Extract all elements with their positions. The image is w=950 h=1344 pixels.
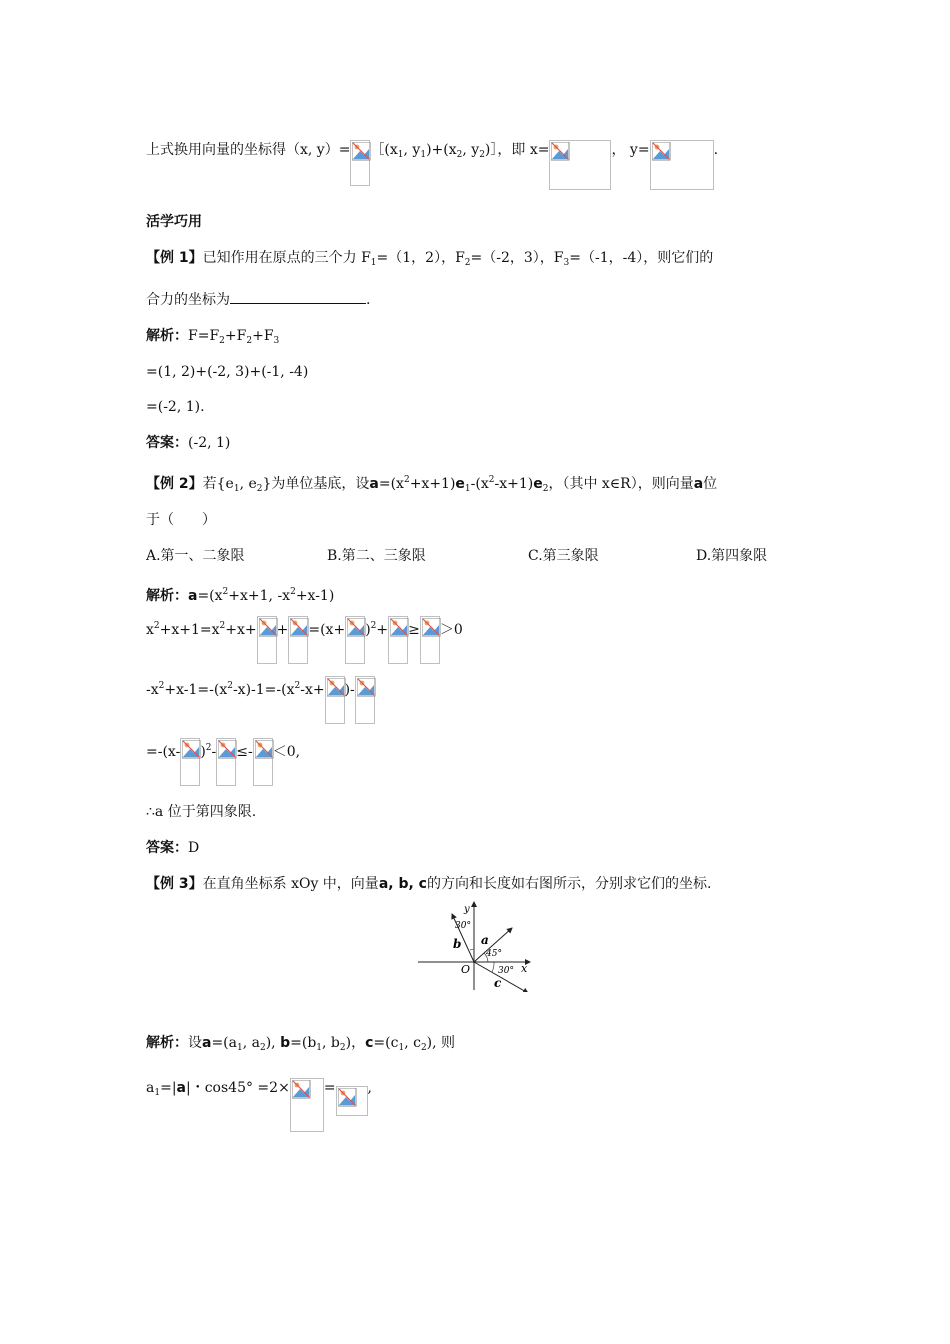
formula-image bbox=[253, 738, 273, 786]
example-2-solution: 解析：$a=(x^2+x+1$, $-x^2+x-1$) bbox=[146, 587, 335, 604]
angle-label-30-bottom: 30° bbox=[498, 966, 514, 976]
formula-image bbox=[216, 738, 236, 786]
vector-diagram bbox=[418, 900, 534, 992]
example-2-answer: 答案：D bbox=[146, 840, 200, 856]
example-1-line-2: 合力的坐标为 . bbox=[146, 289, 370, 310]
example-2-equation-2: $-x^2+x-1=-(x^2-x)-1=-(x^2-x+$ )- bbox=[146, 676, 375, 724]
option-b: B.第二、三象限 bbox=[327, 548, 426, 564]
example-1-line-1: 【例 1】已知作用在原点的三个力 $F_1=(1$，2），$F_2=(-2$，3），$F_3=(-1$，-4），则它们的 bbox=[146, 250, 714, 268]
formula-image bbox=[420, 616, 440, 664]
formula-image bbox=[257, 616, 277, 664]
example-2-conclusion: ∴a 位于第四象限. bbox=[146, 804, 257, 820]
example-3-line-1: 【例 3】在直角坐标系 xOy 中，向量a, b, c的方向和长度如右图所示，分别求它们的坐标. bbox=[146, 876, 712, 892]
example-2-equation-3: =-(x- )$^2$- ≤- ＜0, bbox=[146, 738, 300, 786]
example-2-options bbox=[146, 546, 826, 566]
option-c: C.第三象限 bbox=[528, 548, 599, 564]
angle-label-30-top: 30° bbox=[455, 921, 471, 931]
example-1-solution: 解析：$F=F_2+F_2+F_3$ bbox=[146, 328, 280, 346]
axis-x-label: x bbox=[521, 962, 528, 975]
example-2-line-2: 于（ ） bbox=[146, 512, 216, 528]
origin-label: O bbox=[461, 963, 471, 976]
formula-image bbox=[355, 676, 375, 724]
example-3-solution: 解析：设$a=(a_1$, $a_2$), $b=(b_1$, $b_2$)，$c=(c_1$, $c_2$), 则 bbox=[146, 1035, 456, 1053]
formula-image bbox=[350, 140, 370, 186]
vector-c-label: c bbox=[494, 976, 502, 990]
option-d: D.第四象限 bbox=[696, 548, 768, 564]
example-3-step-1: $a_1=|a|$・cos45° =2× = , bbox=[146, 1078, 372, 1132]
coordinate-formula-line: 上式换用向量的坐标得（x, y）= $[(x_1$, $y_1)+(x_2$, $y_2)]$，即 x= ， y= . bbox=[146, 140, 718, 190]
axis-y-label: y bbox=[464, 904, 470, 915]
example-2-line-1: 【例 2】若{$e_1$, $e_2$}为单位基底，设$a=(x^2+x+1)e_1-(x^2-x+1)e_2$，（其中 x∈R），则向量a位 bbox=[146, 475, 718, 494]
formula-image bbox=[650, 140, 714, 190]
example-2-equation-1: $x^2+x+1=x^2+x+$ + =(x+ )$^2$+ ≥ ＞0 bbox=[146, 616, 463, 664]
section-title: 活学巧用 bbox=[146, 214, 202, 230]
answer-blank bbox=[230, 289, 366, 304]
formula-image bbox=[288, 616, 308, 664]
example-1-step-2: =(-2, 1). bbox=[146, 399, 205, 415]
formula-image bbox=[388, 616, 408, 664]
formula-image bbox=[290, 1078, 324, 1132]
formula-image bbox=[325, 676, 345, 724]
option-a: A.第一、二象限 bbox=[146, 548, 245, 564]
formula-image bbox=[180, 738, 200, 786]
vector-a-label: a bbox=[481, 933, 489, 947]
vector-b-label: b bbox=[453, 937, 462, 951]
formula-image bbox=[549, 140, 611, 190]
formula-image bbox=[336, 1086, 368, 1116]
example-1-step-1: =(1, 2)+(-2, 3)+(-1, -4) bbox=[146, 364, 309, 380]
formula-image bbox=[345, 616, 365, 664]
angle-label-45: 45° bbox=[486, 949, 502, 959]
example-1-answer: 答案：(-2, 1) bbox=[146, 435, 231, 451]
